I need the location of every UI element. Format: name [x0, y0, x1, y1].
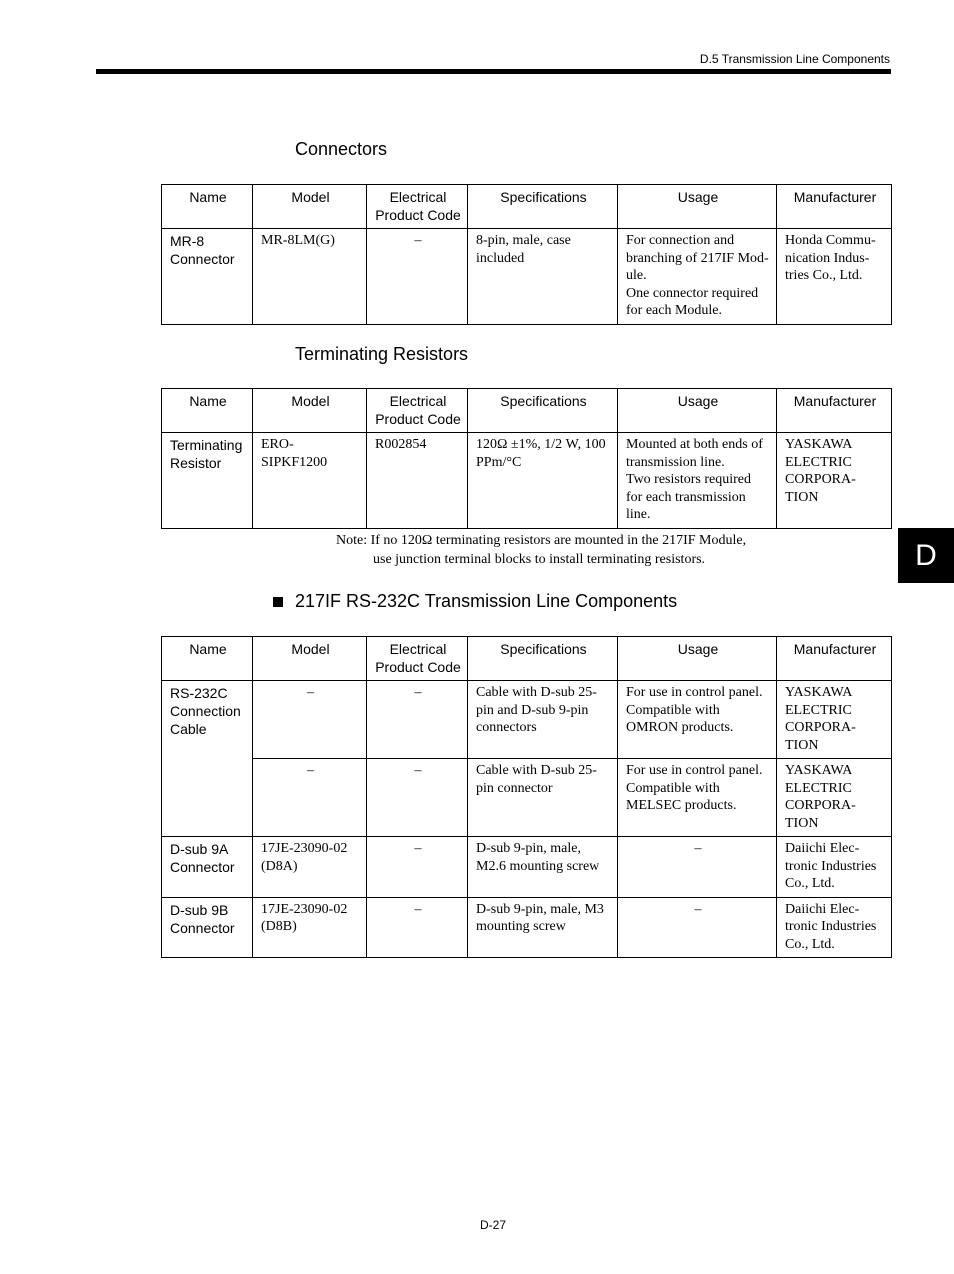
cell-spec: 8-pin, male, case included	[468, 229, 618, 325]
cell-model: –	[253, 759, 367, 837]
header-model: Model	[253, 637, 367, 681]
square-bullet-icon	[273, 597, 283, 607]
cell-spec: Cable with D-sub 25- pin and D-sub 9-pin connectors	[468, 681, 618, 759]
header-manufacturer: Manufacturer	[777, 389, 892, 433]
header-model: Model	[253, 185, 367, 229]
rs232c-section-heading	[273, 591, 677, 612]
cell-manufacturer: Daiichi Elec- tronic Industries Co., Ltd.	[777, 897, 892, 958]
cell-usage: –	[618, 837, 777, 898]
running-head: D.5 Transmission Line Components	[699, 52, 890, 66]
header-epc: Electrical Product Code	[367, 185, 468, 229]
header-epc: Electrical Product Code	[367, 389, 468, 433]
cell-epc: R002854	[367, 433, 468, 529]
table-row	[162, 229, 892, 325]
cell-model: 17JE-23090-02 (D8B)	[253, 897, 367, 958]
header-name: Name	[162, 389, 253, 433]
cell-name: RS-232C Connection Cable	[162, 681, 253, 837]
header-model: Model	[253, 389, 367, 433]
note-line-1: Note: If no 120Ω terminating resistors are mounted in the 217IF Module,	[336, 533, 747, 548]
cell-epc: –	[367, 681, 468, 759]
chapter-tab: D	[898, 528, 954, 583]
table-header-row	[162, 637, 892, 681]
cell-name: Terminating Resistor	[162, 433, 253, 529]
cell-usage: For use in control panel. Compatible with MELSEC products.	[618, 759, 777, 837]
table-row	[162, 897, 892, 958]
cell-model: ERO- SIPKF1200	[253, 433, 367, 529]
header-manufacturer: Manufacturer	[777, 637, 892, 681]
terminating-note	[336, 531, 746, 569]
header-usage: Usage	[618, 185, 777, 229]
header-specifications: Specifications	[468, 637, 618, 681]
header-name: Name	[162, 637, 253, 681]
terminating-resistors-table	[161, 388, 892, 529]
header-epc: Electrical Product Code	[367, 637, 468, 681]
page-number: D-27	[479, 1218, 506, 1232]
cell-model: MR-8LM(G)	[253, 229, 367, 325]
cell-epc: –	[367, 229, 468, 325]
rs232c-table	[161, 636, 892, 958]
cell-name: D-sub 9A Connector	[162, 837, 253, 898]
cell-spec: 120Ω ±1%, 1/2 W, 100 PPm/°C	[468, 433, 618, 529]
header-manufacturer: Manufacturer	[777, 185, 892, 229]
table-row	[162, 837, 892, 898]
cell-epc: –	[367, 837, 468, 898]
cell-manufacturer: YASKAWA ELECTRIC CORPORA- TION	[777, 433, 892, 529]
connectors-heading: Connectors	[295, 139, 388, 159]
cell-epc: –	[367, 759, 468, 837]
cell-spec: D-sub 9-pin, male, M2.6 mounting screw	[468, 837, 618, 898]
terminating-resistors-heading: Terminating Resistors	[295, 344, 469, 364]
cell-model: 17JE-23090-02 (D8A)	[253, 837, 367, 898]
header-usage: Usage	[618, 637, 777, 681]
header-rule	[96, 69, 891, 74]
cell-usage: Mounted at both ends of transmission line. Two resistors required for each transmission line.	[618, 433, 777, 529]
table-row	[162, 681, 892, 759]
connectors-table	[161, 184, 892, 325]
cell-model: –	[253, 681, 367, 759]
cell-manufacturer: Daiichi Elec- tronic Industries Co., Ltd.	[777, 837, 892, 898]
cell-manufacturer: YASKAWA ELECTRIC CORPORA- TION	[777, 759, 892, 837]
header-specifications: Specifications	[468, 185, 618, 229]
cell-manufacturer: Honda Commu- nication Indus- tries Co., Ltd.	[777, 229, 892, 325]
rs232c-section-title: 217IF RS-232C Transmission Line Components	[295, 591, 678, 611]
cell-name: D-sub 9B Connector	[162, 897, 253, 958]
header-usage: Usage	[618, 389, 777, 433]
cell-usage: For connection and branching of 217IF Mod- ule. One connector required for each Module.	[618, 229, 777, 325]
cell-spec: D-sub 9-pin, male, M3 mounting screw	[468, 897, 618, 958]
table-header-row	[162, 185, 892, 229]
header-specifications: Specifications	[468, 389, 618, 433]
cell-manufacturer: YASKAWA ELECTRIC CORPORA- TION	[777, 681, 892, 759]
table-row	[162, 433, 892, 529]
cell-name: MR-8 Connector	[162, 229, 253, 325]
header-name: Name	[162, 185, 253, 229]
cell-epc: –	[367, 897, 468, 958]
cell-usage: For use in control panel. Compatible with OMRON products.	[618, 681, 777, 759]
cell-spec: Cable with D-sub 25- pin connector	[468, 759, 618, 837]
table-header-row	[162, 389, 892, 433]
table-row	[162, 759, 892, 837]
cell-usage: –	[618, 897, 777, 958]
note-line-2: use junction terminal blocks to install terminating resistors.	[373, 552, 706, 567]
